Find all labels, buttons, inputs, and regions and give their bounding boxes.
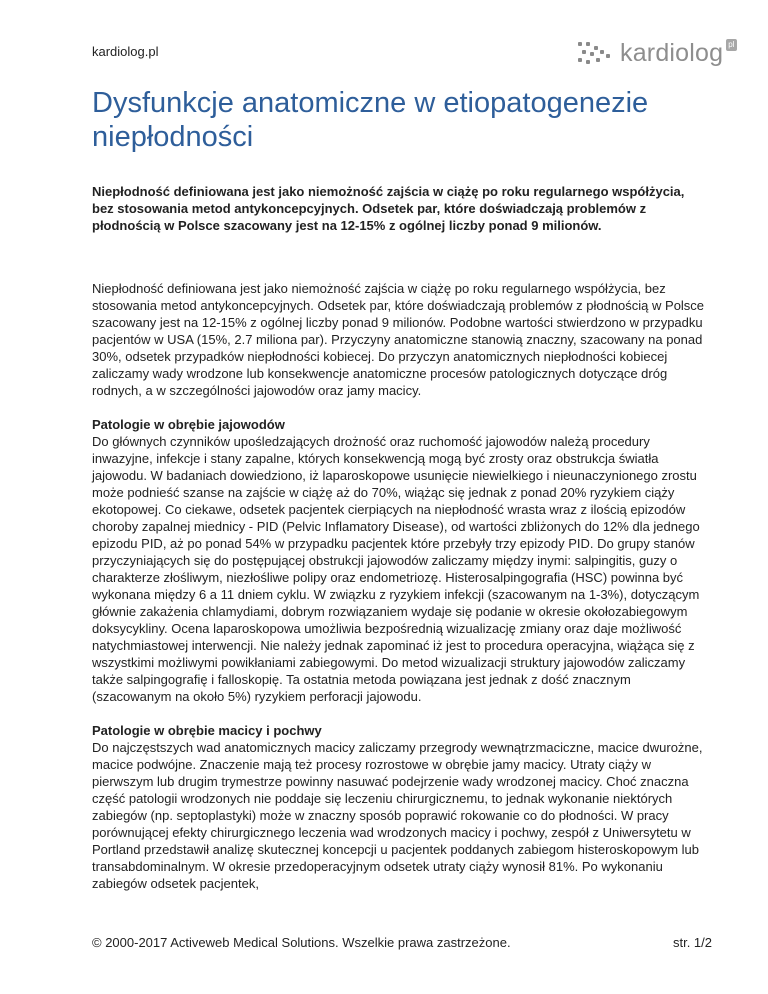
article-lead: Niepłodność definiowana jest jako niemożność zajścia w ciążę po roku regularnego współżycia, bez stosowania metod antykoncepcyjnych. Odsetek par, które doświadczają problemów z płodnością w Polsce szacowany jest na 12-15% z ogólnej liczby ponad 9 milionów. (92, 184, 685, 233)
logo-text: kardiolog (620, 39, 724, 67)
kardiolog-logo[interactable] (578, 40, 737, 66)
section-heading-uterus: Patologie w obrębie macicy i pochwy (92, 723, 322, 738)
logo-dots-icon (578, 40, 616, 66)
logo-suffix: pl (728, 40, 735, 49)
section-heading-fallopian: Patologie w obrębie jajowodów (92, 417, 285, 432)
intro-paragraph: Niepłodność definiowana jest jako niemożność zajścia w ciążę po roku regularnego współżycia, bez stosowania metod antykoncepcyjnych. Odsetek par, które doświadczają problemów z płodnością w Polsce szacowany jest na 12-15% z ogólnej liczby ponad 9 milionów. Podobne wartości stwierdzono w przypadku pacjentów w USA (15%, 2.7 miliona par). Przyczyny anatomiczne stanowią znaczny, szacowany na ponad 30%, odsetek przypadków niepłodności kobiecej. Do przyczyn anatomicznych niepłodności kobiecej zaliczamy wady wrodzone lub konsekwencje anatomiczne procesów patologicznych dotyczące dróg rodnych, a w szczególności jajowodów oraz jamy macicy. (92, 281, 705, 398)
section-text-uterus: Do najczęstszych wad anatomicznych macicy zaliczamy przegrody wewnątrzmaciczne, macice dwurożne, macice podwójne. Znaczenie mają też procesy rozrostowe w obrębie jamy macicy. Utraty ciąży w pierwszym lub drugim trymestrze powinny nasuwać podejrzenie wady wrodzonej macicy. Choć znaczna część patologii wrodzonych nie poddaje się leczeniu chirurgicznemu, to jednak wykonanie niektórych zabiegów (np. septoplastyki) może w znaczny sposób poprawić rokowanie co do płodności. W pracy porównującej efekty chirurgicznego leczenia wad wrodzonych macicy i pochwy, zespół z Uniwersytetu w Portland przedstawił analizę skutecznej koncepcji u pacjentek poddanych zabiegom histeroskopowym lub transabdominalnym. W okresie przedoperacyjnym odsetek utraty ciąży wynosił 81%. Po wykonaniu zabiegów odsetek pacjentek, (92, 740, 703, 891)
header-site-name: kardiolog.pl (92, 44, 159, 59)
footer-page-number: str. 1/2 (672, 935, 712, 950)
article-title: Dysfunkcje anatomiczne w etiopatogenezie niepłodności (92, 87, 649, 153)
article-body (92, 280, 712, 892)
section-text-fallopian: Do głównych czynników upośledzających drożność oraz ruchomość jajowodów należą procedury inwazyjne, infekcje i stany zapalne, których konsekwencją mogą być zrosty oraz obstrukcja światła jajowodu. W badaniach dowiedziono, iż laparoskopowe usunięcie niewielkiego i nieunaczynionego zrostu może podnieść szanse na zajście w ciążę aż do 70%, wiążąc się jednak z ponad 20% ryzykiem ciąży ekotopowej. Co ciekawe, odsetek pacjentek cierpiących na niepłodność wrasta wraz z ilością epizodów choroby zapalnej miednicy - PID (Pelvic Inflamatory Disease), od wartości zbliżonych do 12% dla jednego epizodu PID, aż po ponad 54% w przypadku pacjentek które przebyły trzy epizody PID. Do grupy stanów przyczyniających się do postępującej obstrukcji jajowodów zaliczamy między inymi: salpingitis, guzy o charakterze złośliwym, niezłośliwe polipy oraz endometriozę. Histerosalpingografia (HSC) powinna być wykonana między 6 a 11 dniem cyklu. W związku z ryzykiem infekcji (szacowanym na 1-3%), dotyczącym głównie zakażenia chlamydiami, dobrym rozwiązaniem wydaje się podanie w okresie okołozabiegowym doksycykliny. Ocena laparoskopowa umożliwia bezpośrednią wizualizację zmiany oraz daje możliwość natychmiastowej interwencji. Nie należy jednak zapominać iż jest to procedura operacyjna, wiążąca się z wszystkimi możliwymi powikłaniami zabiegowymi. Do metod wizualizacji struktury jajowodów zaliczamy także salpingografię i falloskopię. Ta ostatnia metoda powiązana jest jednak z dość znacznym (szacowanym na około 5%) ryzykiem perforacji jajowodu. (92, 434, 700, 704)
footer-copyright: © 2000-2017 Activeweb Medical Solutions. Wszelkie prawa zastrzeżone. (92, 935, 511, 950)
